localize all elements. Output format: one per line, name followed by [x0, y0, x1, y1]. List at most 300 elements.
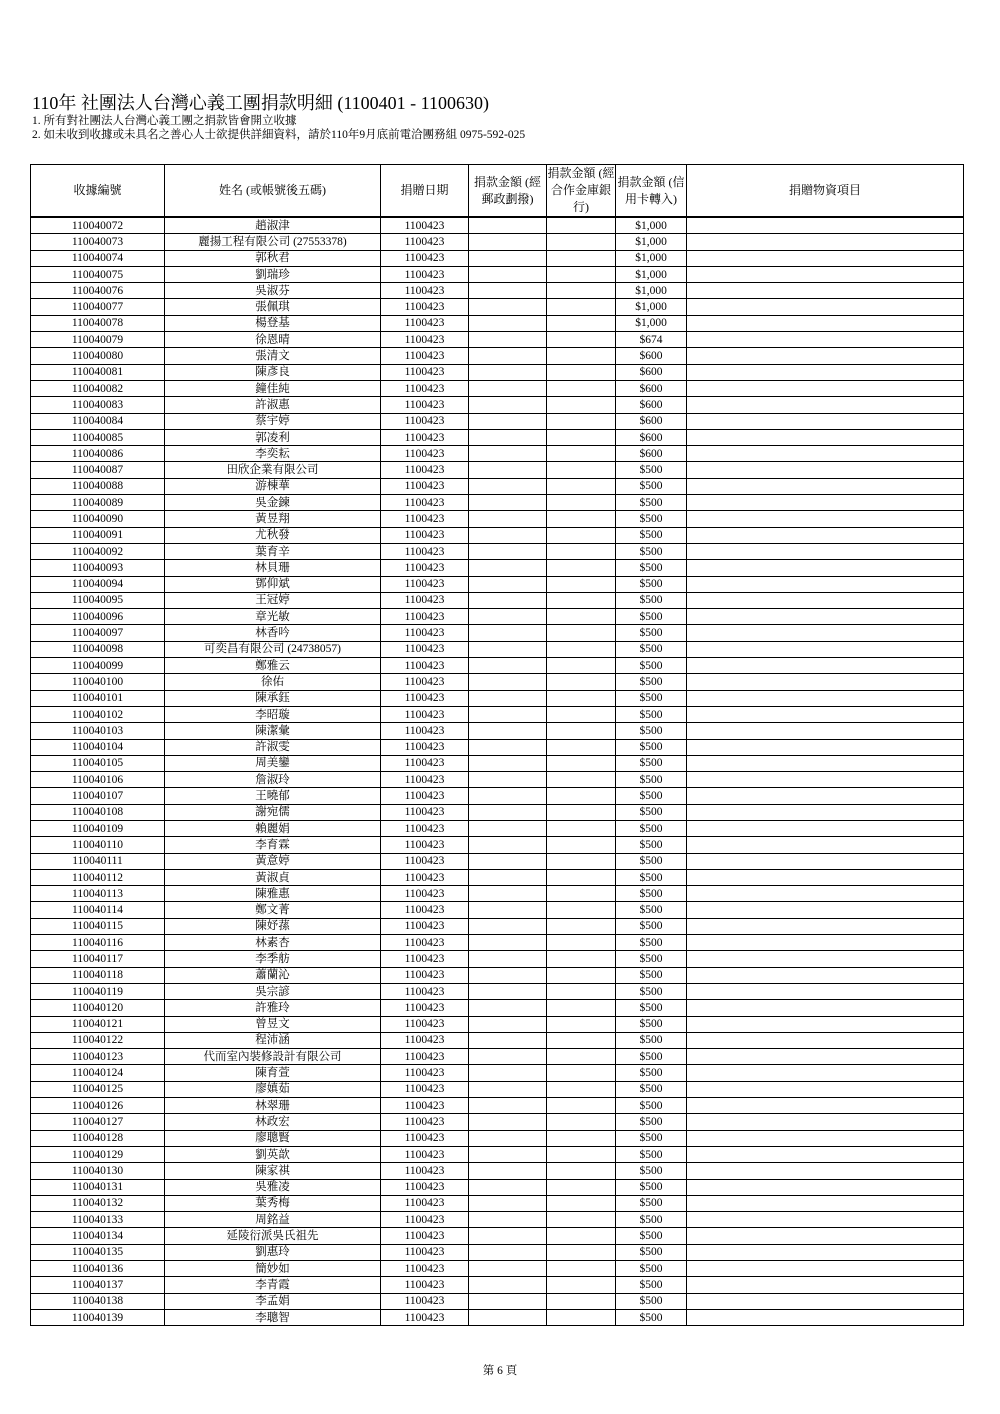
bank-amount-cell [547, 217, 616, 234]
bank-amount-cell [547, 951, 616, 967]
donation-date-cell: 1100423 [381, 739, 469, 755]
bank-amount-cell [547, 315, 616, 331]
note-contact: 2. 如未收到收據或未具名之善心人士欲提供詳細資料，請於110年9月底前電洽團務組 0975-592-025 [32, 129, 526, 141]
header-receipt-no: 收據編號 [31, 165, 165, 218]
card-amount-cell: $500 [616, 1049, 687, 1065]
postal-amount-cell [469, 869, 547, 885]
receipt-no-cell: 110040089 [31, 495, 165, 511]
postal-amount-cell [469, 397, 547, 413]
goods-cell [687, 788, 964, 804]
postal-amount-cell [469, 315, 547, 331]
card-amount-cell: $500 [616, 820, 687, 836]
donor-name-cell: 張佩琪 [165, 299, 381, 315]
donation-date-cell: 1100423 [381, 1032, 469, 1048]
receipt-no-cell: 110040094 [31, 576, 165, 592]
table-row [31, 315, 964, 331]
donation-date-cell: 1100423 [381, 1130, 469, 1146]
donation-date-cell: 1100423 [381, 283, 469, 299]
table-row [31, 658, 964, 674]
table-row [31, 413, 964, 429]
donation-date-cell: 1100423 [381, 429, 469, 445]
bank-amount-cell [547, 250, 616, 266]
goods-cell [687, 674, 964, 690]
card-amount-cell: $500 [616, 674, 687, 690]
donor-name-cell: 曾昱文 [165, 1016, 381, 1032]
postal-amount-cell [469, 1277, 547, 1293]
donation-date-cell: 1100423 [381, 1146, 469, 1162]
table-row [31, 380, 964, 396]
card-amount-cell: $500 [616, 772, 687, 788]
receipt-no-cell: 110040072 [31, 217, 165, 234]
receipt-no-cell: 110040106 [31, 772, 165, 788]
bank-amount-cell [547, 478, 616, 494]
receipt-no-cell: 110040078 [31, 315, 165, 331]
card-amount-cell: $1,000 [616, 234, 687, 250]
table-row [31, 1212, 964, 1228]
donation-date-cell: 1100423 [381, 951, 469, 967]
goods-cell [687, 772, 964, 788]
postal-amount-cell [469, 364, 547, 380]
postal-amount-cell [469, 690, 547, 706]
goods-cell [687, 1195, 964, 1211]
goods-cell [687, 658, 964, 674]
table-row [31, 234, 964, 250]
donation-date-cell: 1100423 [381, 1212, 469, 1228]
card-amount-cell: $500 [616, 1212, 687, 1228]
postal-amount-cell [469, 1146, 547, 1162]
postal-amount-cell [469, 478, 547, 494]
goods-cell [687, 592, 964, 608]
donor-name-cell: 鄭文菁 [165, 902, 381, 918]
table-row [31, 576, 964, 592]
donation-date-cell: 1100423 [381, 364, 469, 380]
table-header-row [31, 165, 964, 218]
goods-cell [687, 462, 964, 478]
donor-name-cell: 麗揚工程有限公司 (27553378) [165, 234, 381, 250]
table-row [31, 820, 964, 836]
card-amount-cell: $500 [616, 1228, 687, 1244]
donor-name-cell: 簡妙如 [165, 1261, 381, 1277]
donor-name-cell: 李聰智 [165, 1309, 381, 1325]
bank-amount-cell [547, 935, 616, 951]
header-postal-amount: 捐款金額 (經郵政劃撥) [469, 165, 547, 218]
goods-cell [687, 1228, 964, 1244]
card-amount-cell: $500 [616, 755, 687, 771]
donor-name-cell: 周銘益 [165, 1212, 381, 1228]
card-amount-cell: $500 [616, 967, 687, 983]
card-amount-cell: $500 [616, 543, 687, 559]
table-row [31, 299, 964, 315]
donor-name-cell: 劉惠玲 [165, 1244, 381, 1260]
bank-amount-cell [547, 1081, 616, 1097]
donation-date-cell: 1100423 [381, 1228, 469, 1244]
donor-name-cell: 李青霞 [165, 1277, 381, 1293]
postal-amount-cell [469, 641, 547, 657]
table-row [31, 1114, 964, 1130]
card-amount-cell: $674 [616, 332, 687, 348]
goods-cell [687, 690, 964, 706]
donation-date-cell: 1100423 [381, 315, 469, 331]
receipt-no-cell: 110040079 [31, 332, 165, 348]
postal-amount-cell [469, 837, 547, 853]
bank-amount-cell [547, 804, 616, 820]
postal-amount-cell [469, 886, 547, 902]
donation-date-cell: 1100423 [381, 1179, 469, 1195]
card-amount-cell: $500 [616, 804, 687, 820]
donor-name-cell: 廖嫃茹 [165, 1081, 381, 1097]
donor-name-cell: 許淑惠 [165, 397, 381, 413]
postal-amount-cell [469, 495, 547, 511]
goods-cell [687, 1212, 964, 1228]
goods-cell [687, 348, 964, 364]
postal-amount-cell [469, 1244, 547, 1260]
receipt-no-cell: 110040113 [31, 886, 165, 902]
goods-cell [687, 625, 964, 641]
card-amount-cell: $500 [616, 641, 687, 657]
donation-date-cell: 1100423 [381, 234, 469, 250]
card-amount-cell: $500 [616, 869, 687, 885]
postal-amount-cell [469, 1114, 547, 1130]
bank-amount-cell [547, 1016, 616, 1032]
donation-date-cell: 1100423 [381, 332, 469, 348]
donation-date-cell: 1100423 [381, 837, 469, 853]
table-row [31, 1049, 964, 1065]
table-row [31, 250, 964, 266]
receipt-no-cell: 110040124 [31, 1065, 165, 1081]
receipt-no-cell: 110040101 [31, 690, 165, 706]
card-amount-cell: $600 [616, 397, 687, 413]
goods-cell [687, 429, 964, 445]
table-row [31, 967, 964, 983]
card-amount-cell: $500 [616, 1114, 687, 1130]
donation-date-cell: 1100423 [381, 299, 469, 315]
bank-amount-cell [547, 706, 616, 722]
table-row [31, 397, 964, 413]
donor-name-cell: 李昭璇 [165, 706, 381, 722]
donation-date-cell: 1100423 [381, 1195, 469, 1211]
table-row [31, 348, 964, 364]
table-row [31, 1228, 964, 1244]
donation-date-cell: 1100423 [381, 1065, 469, 1081]
postal-amount-cell [469, 804, 547, 820]
table-row [31, 1016, 964, 1032]
donation-date-cell: 1100423 [381, 446, 469, 462]
receipt-no-cell: 110040138 [31, 1293, 165, 1309]
goods-cell [687, 1293, 964, 1309]
table-row [31, 935, 964, 951]
bank-amount-cell [547, 397, 616, 413]
bank-amount-cell [547, 543, 616, 559]
donation-date-cell: 1100423 [381, 348, 469, 364]
postal-amount-cell [469, 658, 547, 674]
table-row [31, 1000, 964, 1016]
goods-cell [687, 234, 964, 250]
donor-name-cell: 許雅玲 [165, 1000, 381, 1016]
receipt-no-cell: 110040092 [31, 543, 165, 559]
card-amount-cell: $500 [616, 527, 687, 543]
goods-cell [687, 446, 964, 462]
table-row [31, 853, 964, 869]
card-amount-cell: $600 [616, 380, 687, 396]
card-amount-cell: $1,000 [616, 250, 687, 266]
donation-date-cell: 1100423 [381, 1049, 469, 1065]
postal-amount-cell [469, 266, 547, 282]
donor-name-cell: 張清文 [165, 348, 381, 364]
bank-amount-cell [547, 902, 616, 918]
bank-amount-cell [547, 1049, 616, 1065]
bank-amount-cell [547, 266, 616, 282]
postal-amount-cell [469, 1000, 547, 1016]
card-amount-cell: $500 [616, 1195, 687, 1211]
postal-amount-cell [469, 1195, 547, 1211]
bank-amount-cell [547, 837, 616, 853]
card-amount-cell: $500 [616, 1179, 687, 1195]
donor-name-cell: 吳淑芬 [165, 283, 381, 299]
donation-date-cell: 1100423 [381, 820, 469, 836]
postal-amount-cell [469, 625, 547, 641]
donation-date-cell: 1100423 [381, 560, 469, 576]
table-row [31, 364, 964, 380]
bank-amount-cell [547, 723, 616, 739]
goods-cell [687, 1146, 964, 1162]
receipt-no-cell: 110040134 [31, 1228, 165, 1244]
donation-date-cell: 1100423 [381, 397, 469, 413]
receipt-no-cell: 110040136 [31, 1261, 165, 1277]
bank-amount-cell [547, 918, 616, 934]
goods-cell [687, 560, 964, 576]
postal-amount-cell [469, 527, 547, 543]
receipt-no-cell: 110040081 [31, 364, 165, 380]
bank-amount-cell [547, 886, 616, 902]
card-amount-cell: $500 [616, 560, 687, 576]
card-amount-cell: $500 [616, 1065, 687, 1081]
table-row [31, 755, 964, 771]
receipt-no-cell: 110040115 [31, 918, 165, 934]
donation-date-cell: 1100423 [381, 592, 469, 608]
goods-cell [687, 869, 964, 885]
postal-amount-cell [469, 446, 547, 462]
postal-amount-cell [469, 1261, 547, 1277]
donation-date-cell: 1100423 [381, 853, 469, 869]
receipt-no-cell: 110040073 [31, 234, 165, 250]
receipt-no-cell: 110040137 [31, 1277, 165, 1293]
postal-amount-cell [469, 772, 547, 788]
receipt-no-cell: 110040135 [31, 1244, 165, 1260]
donation-date-cell: 1100423 [381, 804, 469, 820]
bank-amount-cell [547, 495, 616, 511]
postal-amount-cell [469, 234, 547, 250]
goods-cell [687, 511, 964, 527]
donor-name-cell: 李季舫 [165, 951, 381, 967]
table-row [31, 332, 964, 348]
bank-amount-cell [547, 511, 616, 527]
postal-amount-cell [469, 853, 547, 869]
postal-amount-cell [469, 951, 547, 967]
donation-date-cell: 1100423 [381, 918, 469, 934]
donation-date-cell: 1100423 [381, 625, 469, 641]
donor-name-cell: 林香吟 [165, 625, 381, 641]
donation-date-cell: 1100423 [381, 1000, 469, 1016]
goods-cell [687, 380, 964, 396]
card-amount-cell: $500 [616, 1244, 687, 1260]
donor-name-cell: 李奕耘 [165, 446, 381, 462]
table-row [31, 462, 964, 478]
goods-cell [687, 413, 964, 429]
postal-amount-cell [469, 820, 547, 836]
donation-date-cell: 1100423 [381, 609, 469, 625]
bank-amount-cell [547, 853, 616, 869]
goods-cell [687, 706, 964, 722]
postal-amount-cell [469, 1212, 547, 1228]
donation-date-cell: 1100423 [381, 1309, 469, 1325]
card-amount-cell: $500 [616, 1309, 687, 1325]
donation-date-cell: 1100423 [381, 674, 469, 690]
donation-table [30, 164, 964, 1326]
postal-amount-cell [469, 1098, 547, 1114]
bank-amount-cell [547, 625, 616, 641]
donor-name-cell: 李孟娟 [165, 1293, 381, 1309]
donation-date-cell: 1100423 [381, 967, 469, 983]
card-amount-cell: $500 [616, 902, 687, 918]
card-amount-cell: $1,000 [616, 299, 687, 315]
postal-amount-cell [469, 739, 547, 755]
receipt-no-cell: 110040086 [31, 446, 165, 462]
donation-date-cell: 1100423 [381, 1016, 469, 1032]
table-row [31, 837, 964, 853]
donor-name-cell: 鄧仰斌 [165, 576, 381, 592]
donation-date-cell: 1100423 [381, 706, 469, 722]
donation-date-cell: 1100423 [381, 641, 469, 657]
bank-amount-cell [547, 1261, 616, 1277]
goods-cell [687, 1163, 964, 1179]
card-amount-cell: $500 [616, 1130, 687, 1146]
donation-date-cell: 1100423 [381, 935, 469, 951]
donor-name-cell: 延陵衍派吳氏祖先 [165, 1228, 381, 1244]
donor-name-cell: 賴麗娟 [165, 820, 381, 836]
table-row [31, 674, 964, 690]
receipt-no-cell: 110040108 [31, 804, 165, 820]
bank-amount-cell [547, 658, 616, 674]
card-amount-cell: $500 [616, 576, 687, 592]
table-row [31, 772, 964, 788]
bank-amount-cell [547, 332, 616, 348]
postal-amount-cell [469, 1049, 547, 1065]
receipt-no-cell: 110040105 [31, 755, 165, 771]
card-amount-cell: $500 [616, 1098, 687, 1114]
card-amount-cell: $600 [616, 429, 687, 445]
card-amount-cell: $500 [616, 1000, 687, 1016]
table-row [31, 1195, 964, 1211]
donor-name-cell: 可奕昌有限公司 (24738057) [165, 641, 381, 657]
bank-amount-cell [547, 1179, 616, 1195]
donation-date-cell: 1100423 [381, 723, 469, 739]
bank-amount-cell [547, 413, 616, 429]
goods-cell [687, 1277, 964, 1293]
card-amount-cell: $500 [616, 511, 687, 527]
donation-date-cell: 1100423 [381, 217, 469, 234]
donor-name-cell: 徐恩晴 [165, 332, 381, 348]
table-row [31, 918, 964, 934]
bank-amount-cell [547, 283, 616, 299]
receipt-no-cell: 110040084 [31, 413, 165, 429]
receipt-no-cell: 110040123 [31, 1049, 165, 1065]
card-amount-cell: $1,000 [616, 315, 687, 331]
table-row [31, 1163, 964, 1179]
donation-date-cell: 1100423 [381, 1244, 469, 1260]
postal-amount-cell [469, 1179, 547, 1195]
donation-date-cell: 1100423 [381, 886, 469, 902]
table-row [31, 951, 964, 967]
donation-date-cell: 1100423 [381, 1114, 469, 1130]
donor-name-cell: 林政宏 [165, 1114, 381, 1130]
goods-cell [687, 250, 964, 266]
goods-cell [687, 495, 964, 511]
table-row [31, 478, 964, 494]
table-row [31, 560, 964, 576]
bank-amount-cell [547, 1228, 616, 1244]
bank-amount-cell [547, 1277, 616, 1293]
postal-amount-cell [469, 250, 547, 266]
card-amount-cell: $500 [616, 983, 687, 999]
receipt-no-cell: 110040074 [31, 250, 165, 266]
bank-amount-cell [547, 1212, 616, 1228]
receipt-no-cell: 110040126 [31, 1098, 165, 1114]
receipt-no-cell: 110040083 [31, 397, 165, 413]
goods-cell [687, 641, 964, 657]
receipt-no-cell: 110040118 [31, 967, 165, 983]
receipt-no-cell: 110040093 [31, 560, 165, 576]
donor-name-cell: 陳雅惠 [165, 886, 381, 902]
donation-date-cell: 1100423 [381, 902, 469, 918]
donor-name-cell: 郭秋君 [165, 250, 381, 266]
postal-amount-cell [469, 902, 547, 918]
bank-amount-cell [547, 592, 616, 608]
receipt-no-cell: 110040087 [31, 462, 165, 478]
table-row [31, 1244, 964, 1260]
table-row [31, 429, 964, 445]
table-row [31, 983, 964, 999]
postal-amount-cell [469, 609, 547, 625]
table-row [31, 739, 964, 755]
donation-date-cell: 1100423 [381, 1081, 469, 1097]
postal-amount-cell [469, 935, 547, 951]
donation-date-cell: 1100423 [381, 1098, 469, 1114]
goods-cell [687, 967, 964, 983]
donation-date-cell: 1100423 [381, 1163, 469, 1179]
receipt-no-cell: 110040102 [31, 706, 165, 722]
receipt-no-cell: 110040082 [31, 380, 165, 396]
card-amount-cell: $500 [616, 935, 687, 951]
bank-amount-cell [547, 983, 616, 999]
card-amount-cell: $500 [616, 739, 687, 755]
donor-name-cell: 王曉郁 [165, 788, 381, 804]
bank-amount-cell [547, 576, 616, 592]
donor-name-cell: 劉瑞珍 [165, 266, 381, 282]
header-card-amount: 捐款金額 (信用卡轉入) [616, 165, 687, 218]
donor-name-cell: 徐佑 [165, 674, 381, 690]
table-row [31, 609, 964, 625]
goods-cell [687, 527, 964, 543]
donation-date-cell: 1100423 [381, 869, 469, 885]
postal-amount-cell [469, 674, 547, 690]
card-amount-cell: $500 [616, 853, 687, 869]
goods-cell [687, 332, 964, 348]
donation-date-cell: 1100423 [381, 772, 469, 788]
postal-amount-cell [469, 1130, 547, 1146]
table-row [31, 1130, 964, 1146]
donor-name-cell: 代而室內裝修設計有限公司 [165, 1049, 381, 1065]
goods-cell [687, 837, 964, 853]
